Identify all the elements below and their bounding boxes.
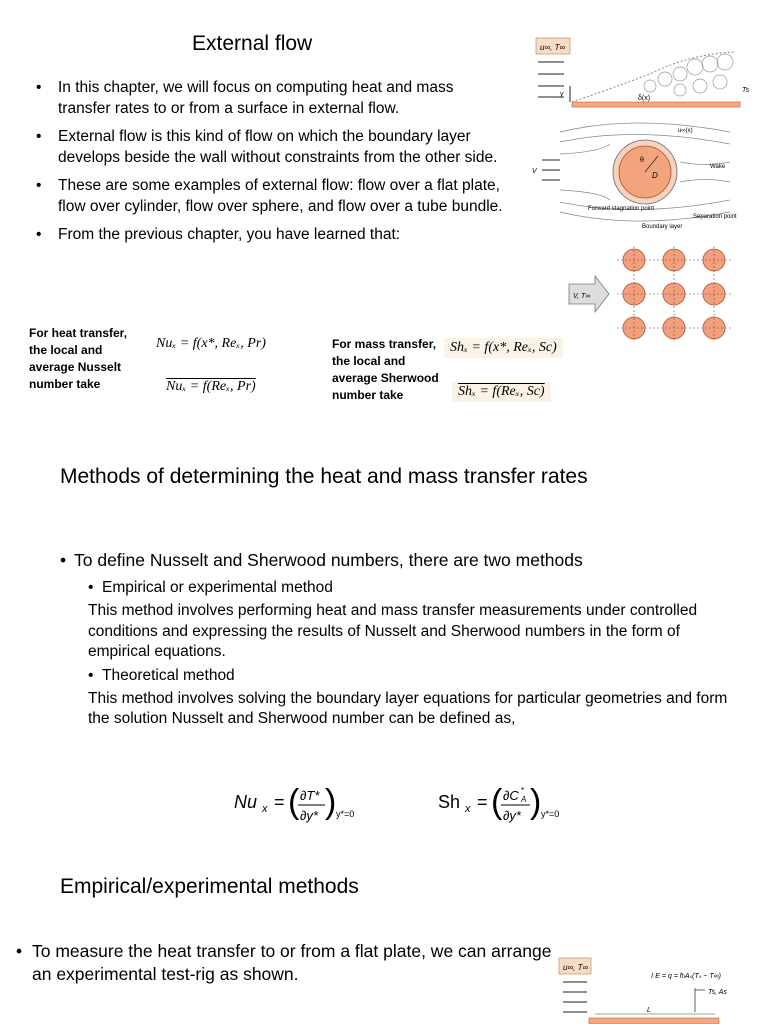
- svg-text:∂C: ∂C: [503, 788, 519, 803]
- nu-symbol: Nu: [234, 792, 258, 812]
- figure-label: V: [532, 168, 537, 175]
- flat-plate-boundary-layer-figure: [530, 34, 760, 114]
- figure-label: δ(x): [638, 95, 651, 102]
- bullet-list: [36, 78, 506, 254]
- bullet-item: • These are some examples of external flow: flow over a flat plate, flow over cylinder, flow over sphere, and flow over a tube bundle.: [36, 176, 506, 217]
- bullet-item: • In this chapter, we will focus on computing heat and mass transfer rates to or from a surface in external flow.: [36, 78, 506, 119]
- section-heading: Empirical/experimental methods: [60, 875, 359, 898]
- figure-label: L: [647, 1007, 651, 1014]
- svg-text:): ): [530, 783, 542, 821]
- figure-label: y: [560, 91, 564, 98]
- nusselt-average-equation: Nuₓ = f(Reₓ, Pr): [166, 379, 256, 394]
- svg-text:*: *: [521, 786, 525, 795]
- method1-title-text: Empirical or experimental method: [102, 579, 333, 596]
- test-rig-bullet: • To measure the heat transfer to or from a flat plate, we can arrange an experimental test-rig as shown.: [16, 941, 552, 984]
- svg-text:(: (: [491, 783, 503, 821]
- tube-bundle-figure: [565, 244, 745, 342]
- eq-subscript: y*=0: [336, 809, 355, 819]
- mass-transfer-label: For mass transfer, the local and average Sherwood number take: [332, 337, 439, 402]
- bullet-item: • From the previous chapter, you have learned that:: [36, 225, 506, 246]
- method1-description: This method involves performing heat and mass transfer measurements under controlled conditions and expressing the results of Nusselt and Sherwood numbers in the form of empirical equations.: [88, 602, 698, 660]
- cylinder-flow-figure: [530, 122, 760, 230]
- figure-label: V, T∞: [573, 293, 591, 300]
- figure-label: Wake: [710, 164, 726, 170]
- method1-title: • Empirical or experimental method: [88, 579, 333, 596]
- method2-title-text: Theoretical method: [102, 666, 235, 684]
- section-heading: Methods of determining the heat and mass transfer rates: [60, 465, 588, 488]
- sh-symbol: Sh: [438, 792, 461, 812]
- figure-label: Forward stagnation point: [588, 206, 655, 212]
- figure-label: θ: [640, 157, 644, 164]
- method2-description: This method involves solving the boundary layer equations for particular geometries and form the solution Nusselt and Sherwood number can be defined as,: [88, 689, 728, 727]
- svg-text:x: x: [465, 803, 471, 815]
- sherwood-local-equation: Shₓ = f(x*, Reₓ, Sc): [444, 338, 563, 358]
- svg-text:(: (: [288, 783, 300, 821]
- methods-intro: • To define Nusselt and Sherwood numbers, there are two methods: [60, 550, 583, 570]
- methods-intro-text: To define Nusselt and Sherwood numbers, there are two methods: [74, 550, 583, 570]
- nusselt-sherwood-definitions: [230, 780, 580, 830]
- figure-label: I·E = q = h̄ₗAₛ(Tₛ − T∞): [651, 973, 721, 980]
- test-rig-figure: [555, 950, 760, 1024]
- figure-label: D: [652, 171, 658, 180]
- svg-text:): ): [325, 783, 337, 821]
- figure-label: Ts, As: [708, 989, 727, 996]
- heat-transfer-label: For heat transfer, the local and average Nusselt number take: [29, 326, 128, 391]
- svg-text:∂y*: ∂y*: [300, 808, 318, 823]
- figure-label: Ts: [742, 87, 750, 94]
- methods-section: [60, 550, 740, 730]
- figure-label: Boundary layer: [642, 224, 683, 230]
- nusselt-local-equation: Nuₓ = f(x*, Reₓ, Pr): [156, 336, 266, 351]
- svg-text:∂T*: ∂T*: [300, 788, 320, 803]
- svg-text:A: A: [521, 795, 527, 804]
- svg-text:x: x: [262, 803, 268, 815]
- bullet-item: • External flow is this kind of flow on which the boundary layer develops beside the wall without constraints from the other side.: [36, 127, 506, 168]
- eq-subscript: y*=0: [541, 809, 560, 819]
- test-rig-bullet-text: To measure the heat transfer to or from a flat plate, we can arrange an experimental test-rig as shown.: [32, 941, 552, 984]
- figure-label: u∞, T∞: [540, 43, 566, 52]
- figure-label: u∞(x): [678, 128, 693, 134]
- sherwood-average-equation: Shₓ = f(Reₓ, Sc): [452, 382, 551, 402]
- method2-title: • Theoretical method: [88, 666, 235, 684]
- svg-text:∂y*: ∂y*: [503, 808, 521, 823]
- figure-label: u∞, T∞: [563, 963, 589, 972]
- slide-title: External flow: [192, 32, 313, 55]
- svg-text:=: =: [274, 792, 285, 812]
- figure-label: Separation point: [693, 214, 737, 220]
- svg-text:=: =: [477, 792, 488, 812]
